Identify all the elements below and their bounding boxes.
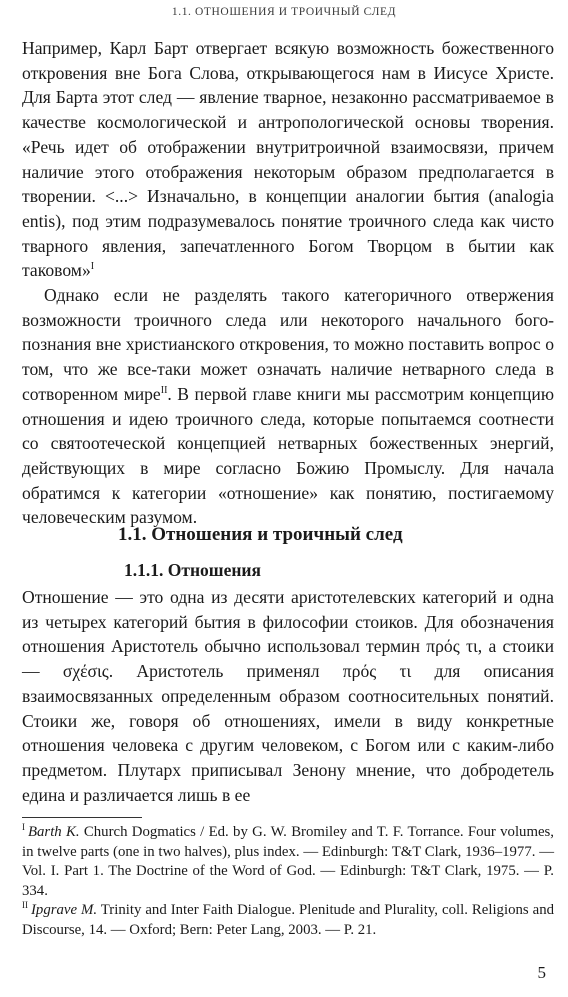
running-head: 1.1. ОТНОШЕНИЯ И ТРОИЧНЫЙ СЛЕД xyxy=(171,6,397,18)
footnote-ref-2[interactable]: II xyxy=(160,384,168,396)
paragraph-1-text: Например, Карл Барт отвергает всякую возможность божественного откровения вне Бога Слова, открывающегося нам в Иисусе Христе. Для Барта этот след — явление тварное, незаконно рассматриваемое в качестве космологической и антропологической основы творения. «Речь идет об отображении внутритроичной взаимосвязи, причем наличие этого отображения некоторым образом предполагается в творении. <...> Изначально, в концепции аналогии бытия (analogia entis), под этим подразумевалось понятие троичного следа как чисто тварного явления, запечатленного Богом Творцом в бытии как таковом» xyxy=(22,38,554,281)
subsection-heading: 1.1.1. Отношения xyxy=(124,560,261,580)
footnote-2-author: Ipgrave M. xyxy=(31,902,98,919)
footnote-1 xyxy=(22,823,554,901)
footnote-divider xyxy=(22,817,142,818)
footnote-1-text: Church Dogmatics / Ed. by G. W. Bromiley and T. F. Torrance. Four volumes, in twelve parts (one in two halves), plus index. — Edinburgh: T&T Clark, 1936–1977. — Vol. I. Part 1. The Doctrine of the Word of God. — Edinburgh: T&T Clark, 1975. — P. 334. xyxy=(22,824,554,899)
paragraph-2 xyxy=(22,283,554,530)
paragraph-2-text-continued: . В первой главе книги мы рассмотрим концепцию отношения и идею троичного следа, которые попытаемся соотнести со святоотеческой концепцией нетварных божественных энергий, действующих в мире согласно Божию Промыслу. Для начала обратимся к категории «отношение» как понятию, постигаемому человеческим разумом. xyxy=(22,383,554,528)
paragraph-2-text: Однако если не разделять такого категоричного отвержения возможности троичного следа или некоторого начального богопознания вне христианского откровения, то можно поставить вопрос о том, что же все-таки может означать наличие нетварного следа в сотворенном мире xyxy=(22,285,554,404)
paragraph-1 xyxy=(22,36,554,283)
section-heading: 1.1. Отношения и троичный след xyxy=(118,524,403,545)
footnote-2-text: Trinity and Inter Faith Dialogue. Plenitude and Plurality, coll. Religions and Discourse, 14. — Oxford; Bern: Peter Lang, 2003. — P. 21. xyxy=(22,902,554,938)
footnote-mark-2: II xyxy=(22,900,28,911)
footnote-mark-1: I xyxy=(22,822,25,833)
section-paragraph: Отношение — это одна из десяти аристотелевских категорий и одна из четырех категорий бытия в философии стоиков. Для обозначения отношения Аристотель обычно использовал термин πρός τι, а стоики — σχέσις. Аристотель применял πρός τι для описания взаимосвязанных определенным образом соотносительных понятий. Стоики же, говоря об отношениях, имели в виду конкретные отношения человека с другим человеком, с Богом или с каким-либо предметом. Плутарх приписывал Зенону мнение, что добродетель едина и различается лишь в ее xyxy=(22,587,554,805)
footnote-1-author: Barth K. xyxy=(28,824,80,840)
footnote-ref-1[interactable]: I xyxy=(90,261,95,273)
footnote-2 xyxy=(22,901,554,940)
footnotes xyxy=(22,823,554,941)
body-text xyxy=(22,36,554,530)
page-number: 5 xyxy=(537,963,546,982)
